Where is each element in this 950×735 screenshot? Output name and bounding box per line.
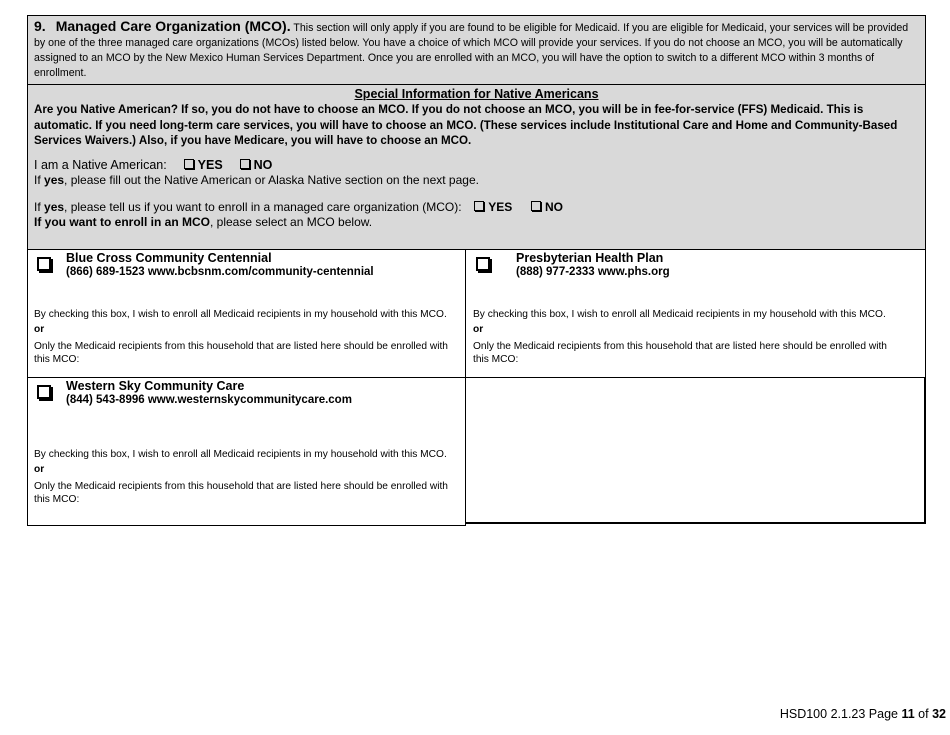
section-number: 9. [34,18,46,34]
enroll-no-label: NO [544,199,563,214]
native-paragraph: Are you Native American? If so, you do not have to choose an MCO. If you do not choose an MCO, you will be in fee-for-service (FFS) Medicaid. This is automatic. If you need long-term care services, you will have to choose an MCO. (These services include Institutional Care and Home and Community-Based Services Waivers.) Also, if you have Medicare, you will have to choose an MCO. [34,103,898,147]
native-heading: Special Information for Native Americans [354,87,599,101]
native-section-instruction: , please fill out the Native American or Alaska Native section on the next page. [64,172,479,187]
mco-contact: (888) 977-2333 www.phs.org [516,266,670,278]
mco-cell-blue-cross [27,249,466,378]
enroll-no-option[interactable] [531,200,563,214]
mco-or: or [34,464,45,475]
enroll-yes-option[interactable] [474,200,512,214]
enroll-instruction-row [34,215,919,230]
enroll-tail: , please select an MCO below. [210,214,373,229]
mco-name: Presbyterian Health Plan [516,251,664,265]
native-no-label: NO [253,157,273,172]
enroll-yes-label: YES [488,199,513,214]
page-number: 11 [901,707,915,721]
enroll-yes-checkbox[interactable] [474,201,484,211]
mco-only: Only the Medicaid recipients from this household that are listed here should be enrolled with this MCO: [34,481,448,505]
native-no-option[interactable] [240,158,273,172]
native-yes-label: YES [197,157,223,172]
native-no-checkbox[interactable] [240,159,250,169]
section-body: This section will only apply if you are found to be eligible for Medicaid. If you are eligible for Medicaid, your services will be provided by one of the three managed care organizations (MCOs) listed below. You have a choice of which MCO will provide your services. If you do not choose an MCO, you will be automatically assigned to an MCO by the New Mexico Human Services Department. Once you are enrolled with an MCO, you will have the option to switch to a different MCO within 3 months of enrollment. [34,22,909,79]
enroll-bold: If you want to enroll in an MCO [34,214,210,229]
mco-by-checking: By checking this box, I wish to enroll all Medicaid recipients in my household with this MCO. [34,309,447,320]
mco-cell-presbyterian [465,249,926,378]
mco-presbyterian-checkbox[interactable] [476,257,490,271]
iam-label: I am a Native American: [34,157,167,172]
empty-cell [465,377,926,524]
yes-word: yes [44,172,65,187]
mco-name: Western Sky Community Care [66,379,245,393]
mco-only: Only the Medicaid recipients from this household that are listed here should be enrolled with this MCO: [34,341,448,365]
form-id: HSD100 2.1.23 Page [779,707,898,721]
mco-contact: (866) 689-1523 www.bcbsnm.com/community-centennial [66,266,374,278]
mco-western-sky-checkbox[interactable] [37,385,51,399]
mco-by-checking: By checking this box, I wish to enroll all Medicaid recipients in my household with this MCO. [473,309,886,320]
total-pages: 32 [932,707,946,721]
if-prefix: If [34,172,41,187]
if-prefix-2: If [34,199,41,214]
native-yes-checkbox[interactable] [184,159,194,169]
mco-by-checking: By checking this box, I wish to enroll all Medicaid recipients in my household with this MCO. [34,449,447,460]
page-footer [780,707,946,721]
mco-form [27,15,926,526]
native-american-info [27,84,926,250]
enroll-question: , please tell us if you want to enroll in a managed care organization (MCO): [64,199,462,214]
mco-blue-cross-checkbox[interactable] [37,257,51,271]
native-question-row [34,158,919,173]
mco-contact: (844) 543-8996 www.westernskycommunitycare.com [66,394,352,406]
mco-cell-western-sky [27,377,466,526]
mco-name: Blue Cross Community Centennial [66,251,272,265]
yes-word-2: yes [44,199,65,214]
enroll-no-checkbox[interactable] [531,201,541,211]
mco-only: Only the Medicaid recipients from this household that are listed here should be enrolled with this MCO: [473,341,887,365]
native-yes-option[interactable] [184,158,223,172]
native-if-yes-row [34,173,919,188]
of-label: of [918,707,929,721]
mco-or: or [473,324,484,335]
section-title: Managed Care Organization (MCO). [55,18,291,34]
mco-or: or [34,324,45,335]
section-header [27,15,926,85]
enroll-question-row [34,200,919,215]
